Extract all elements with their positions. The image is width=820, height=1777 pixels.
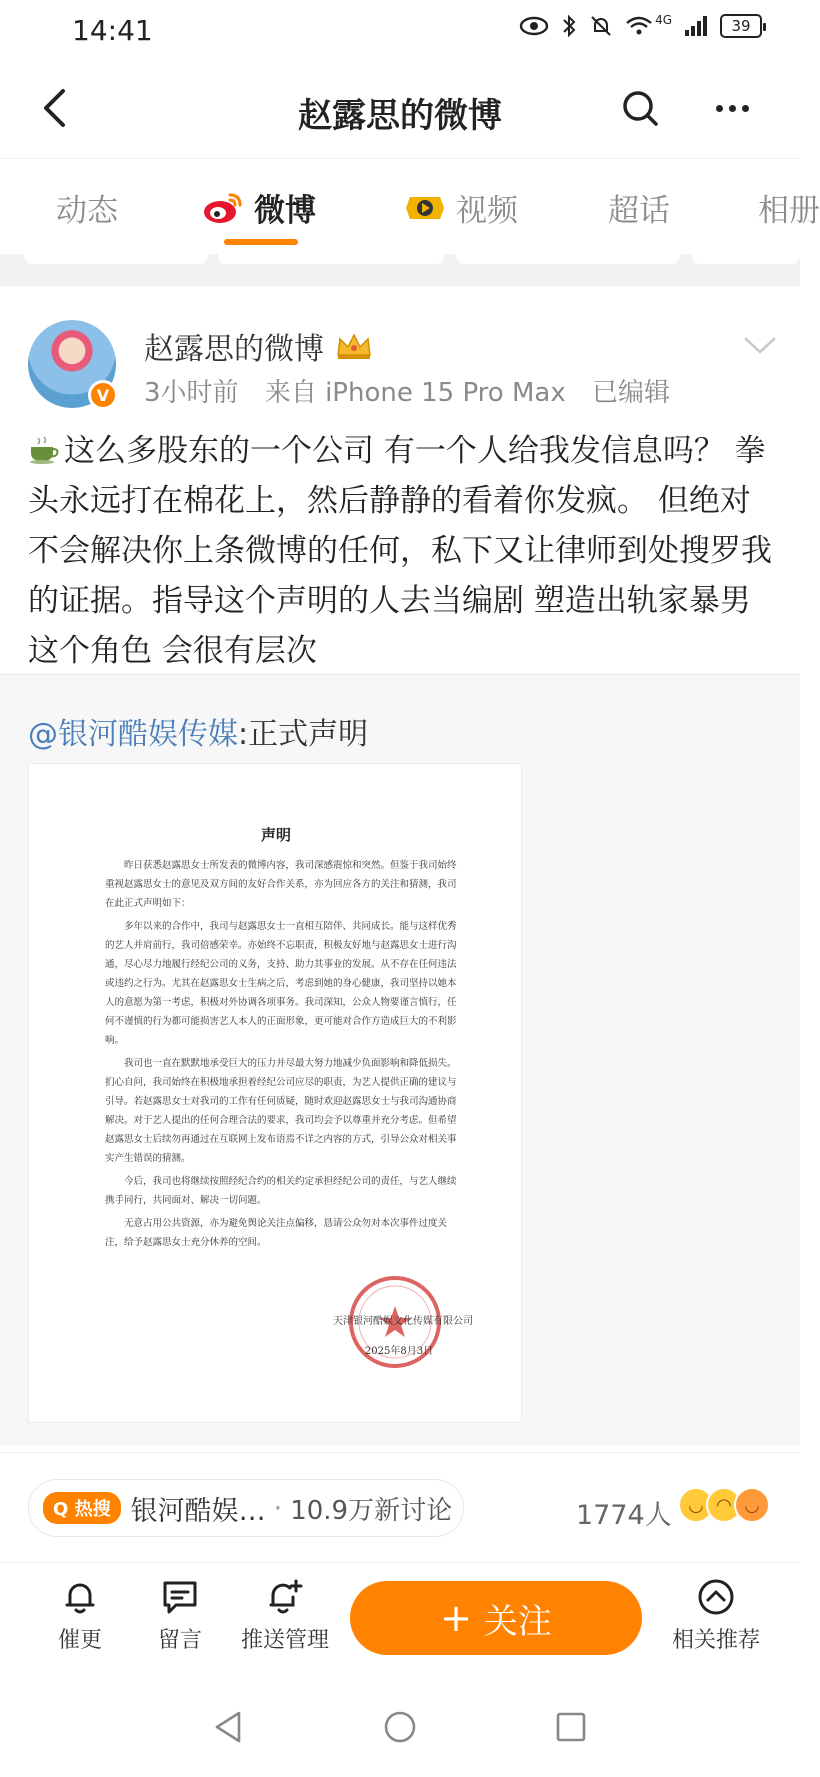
reaction-emojis[interactable] bbox=[678, 1487, 770, 1523]
statement-paragraph: 昨日获悉赵露思女士所发表的微博内容，我司深感震惊和突然。但鉴于我司始终重视赵露思女士的意见及双方间的友好合作关系，亦为回应各方的关注和猜测，我司在此正式声明如下： bbox=[105, 860, 457, 909]
prev-card-edge bbox=[456, 254, 680, 264]
avatar[interactable] bbox=[28, 320, 116, 408]
author-name: 赵露思的微博 bbox=[144, 332, 324, 367]
status-bar bbox=[0, 0, 800, 58]
hot-topic-count: 10.9万新讨论 bbox=[290, 1495, 453, 1526]
comment-button[interactable] bbox=[130, 1577, 230, 1654]
tab-dongtai[interactable] bbox=[56, 185, 118, 230]
profile-tabs bbox=[0, 158, 820, 254]
message-icon bbox=[160, 1577, 200, 1617]
urge-label: 催更 bbox=[57, 1628, 102, 1653]
battery-level: 39 bbox=[731, 17, 751, 35]
repost-text: :正式声明 bbox=[238, 717, 369, 752]
tea-cup-icon bbox=[28, 435, 60, 465]
bottom-action-bar bbox=[0, 1562, 800, 1672]
statement-paragraph: 今后，我司也将继续按照经纪合约的相关约定承担经纪公司的责任，与艺人继续携手同行，共同面对、解决一切问题。 bbox=[105, 1176, 457, 1206]
laugh-emoji-icon: ◡ bbox=[678, 1487, 714, 1523]
search-button[interactable] bbox=[612, 80, 668, 136]
smile-emoji-icon: ◠ bbox=[706, 1487, 742, 1523]
prev-card-edge bbox=[218, 254, 444, 264]
follow-label: 关注 bbox=[483, 1601, 552, 1642]
tab-weibo[interactable] bbox=[200, 185, 316, 230]
chevron-left-icon bbox=[39, 88, 69, 128]
section-separator bbox=[0, 254, 800, 286]
more-dot-icon bbox=[742, 105, 749, 112]
statement-title: 声明 bbox=[260, 826, 291, 844]
repost-account-link[interactable]: @银河酷娱传媒 bbox=[28, 717, 238, 752]
push-settings-button[interactable] bbox=[230, 1577, 340, 1654]
tongue-emoji-icon: ◡ bbox=[734, 1487, 770, 1523]
top-header bbox=[0, 58, 800, 158]
nav-recents-button[interactable] bbox=[546, 1702, 596, 1752]
hot-topic-name: 银河酷娱… bbox=[130, 1495, 266, 1527]
comment-label: 留言 bbox=[157, 1628, 202, 1653]
triangle-back-icon bbox=[211, 1709, 247, 1745]
tab-album[interactable] bbox=[758, 185, 820, 230]
statement-paragraph: 多年以来的合作中，我司与赵露思女士一直相互陪伴、共同成长。能与这样优秀的艺人并肩前行，我司倍感荣幸。亦始终不忘职责，积极友好地与赵露思女士进行沟通，尽心尽力地履行经纪公司的义务，支持、助力其事业的发展。从不存在任何违法或违约之行为。尤其在赵露思女士生病之后，考虑到她的身心健康，我司坚持以她本人的意愿为第一考虑，积极对外协调各项事务。我司深知，公众人物要谨言慎行，任何不谨慎的行为都可能损害艺人本人的正面形象，更可能对合作方造成巨大的不利影响。 bbox=[105, 921, 457, 1046]
statement-paragraph: 无意占用公共资源，亦为避免舆论关注点偏移，恳请公众勿对本次事件过度关注，给予赵露思女士充分休养的空间。 bbox=[105, 1218, 448, 1248]
post-edited: 已编辑 bbox=[591, 378, 670, 408]
plus-icon: + bbox=[440, 1596, 472, 1640]
mute-bell-icon bbox=[589, 14, 613, 38]
crown-badge-icon bbox=[334, 331, 374, 361]
page-title: 赵露思的微博 bbox=[298, 96, 502, 136]
search-mini-icon: Q bbox=[53, 1499, 69, 1520]
bell-icon bbox=[60, 1577, 100, 1617]
statement-company: 天津银河酷娱文化传媒有限公司 bbox=[333, 1316, 473, 1327]
status-time: 14:41 bbox=[72, 14, 153, 47]
wifi-icon bbox=[625, 15, 653, 37]
more-dot-icon bbox=[716, 105, 723, 112]
battery-icon bbox=[720, 14, 762, 38]
hot-topic-row bbox=[0, 1452, 800, 1562]
nav-home-button[interactable] bbox=[375, 1702, 425, 1752]
repost-line bbox=[28, 709, 368, 753]
tab-label: 视频 bbox=[456, 193, 518, 229]
chevron-up-circle-icon bbox=[696, 1577, 736, 1617]
tab-video[interactable] bbox=[404, 185, 518, 230]
urge-button[interactable] bbox=[30, 1577, 130, 1654]
circle-home-icon bbox=[382, 1709, 418, 1745]
post-author[interactable] bbox=[144, 324, 374, 368]
square-recents-icon bbox=[553, 1709, 589, 1745]
nav-back-button[interactable] bbox=[204, 1702, 254, 1752]
post-menu-button[interactable] bbox=[740, 326, 780, 366]
recommend-label: 相关推荐 bbox=[671, 1628, 760, 1653]
weibo-logo-icon bbox=[200, 191, 244, 225]
verified-badge-icon: V bbox=[88, 380, 118, 410]
chevron-down-icon bbox=[743, 336, 777, 356]
statement-image[interactable] bbox=[28, 763, 522, 1423]
push-settings-label: 推送管理 bbox=[240, 1628, 329, 1653]
tab-label: 相册 bbox=[758, 193, 820, 229]
tab-chaohua[interactable] bbox=[608, 185, 670, 230]
reaction-count: 1774人 bbox=[576, 1500, 672, 1531]
post-meta bbox=[144, 372, 688, 409]
hot-topic-separator: · bbox=[273, 1492, 283, 1524]
post-content bbox=[28, 426, 780, 676]
statement-date: 2025年8月3日 bbox=[364, 1346, 434, 1357]
post-text: 这么多股东的一个公司 有一个人给我发信息吗？ 拳头永远打在棉花上，然后静静的看着你发疯。 但绝对不会解决你上条微博的任何，私下又让律师到处搜罗我的证据。指导这个声明的人去当编剧 塑造出轨家暴男这个角色 会很有层次 bbox=[28, 433, 772, 669]
bluetooth-icon bbox=[561, 14, 577, 38]
network-type: 4G bbox=[655, 13, 672, 27]
active-tab-indicator bbox=[224, 239, 298, 245]
hot-badge-label: 热搜 bbox=[74, 1499, 111, 1520]
hot-topic-pill[interactable] bbox=[28, 1479, 464, 1537]
signal-icon bbox=[684, 15, 708, 37]
statement-paragraph: 我司也一直在默默地承受巨大的压力并尽最大努力地减少负面影响和降低损失。扪心自问，我司始终在积极地承担着经纪公司应尽的职责，为艺人提供正确的建议与引导。若赵露思女士对我司的工作有任何质疑，随时欢迎赵露思女士与我司沟通协商解决。对于艺人提出的任何合理合法的要求，我司均会予以尊重并充分考虑。但希望赵露思女士后续勿再通过在互联网上发布语焉不详之内容的方式，引导公众对相关事实产生错误的猜测。 bbox=[105, 1058, 457, 1164]
eye-icon bbox=[519, 15, 549, 37]
video-badge-icon bbox=[404, 191, 446, 225]
repost-block[interactable] bbox=[0, 675, 800, 1445]
hot-search-badge bbox=[43, 1492, 121, 1524]
post-time: 3小时前 bbox=[144, 378, 239, 408]
tab-label: 微博 bbox=[254, 193, 316, 229]
more-button[interactable] bbox=[700, 80, 764, 136]
back-button[interactable] bbox=[26, 80, 82, 136]
tab-label: 超话 bbox=[608, 193, 670, 229]
status-icons bbox=[519, 14, 762, 38]
post-source: 来自 iPhone 15 Pro Max bbox=[264, 378, 566, 408]
search-icon bbox=[620, 88, 660, 128]
more-dot-icon bbox=[729, 105, 736, 112]
recommend-button[interactable] bbox=[656, 1577, 776, 1654]
statement-body bbox=[105, 856, 465, 1256]
bell-plus-icon bbox=[265, 1577, 305, 1617]
prev-card-edge bbox=[692, 254, 800, 264]
follow-button[interactable] bbox=[350, 1581, 642, 1655]
prev-card-edge bbox=[24, 254, 208, 264]
system-nav-bar bbox=[0, 1672, 800, 1777]
tab-label: 动态 bbox=[56, 193, 118, 229]
